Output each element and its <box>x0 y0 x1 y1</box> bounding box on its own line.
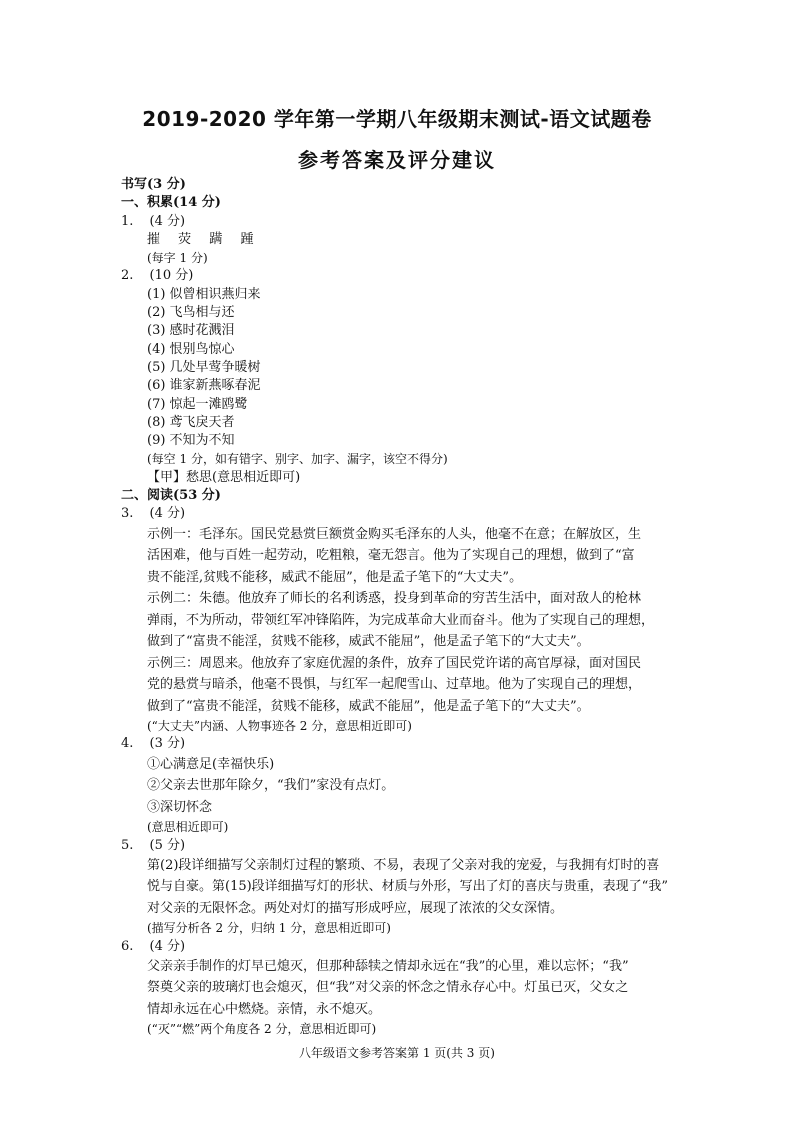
q6-header <box>121 938 681 956</box>
q2-note: (每空 1 分，如有错字、别字、加字、漏字，该空不得分) <box>147 452 448 467</box>
q4-header <box>121 735 681 753</box>
q1-word: 荧 <box>178 231 192 247</box>
q5-header <box>121 837 681 855</box>
q6-body <box>121 956 681 1021</box>
q5-note: (描写分析各 2 分，归纳 1 分，意思相近即可) <box>147 921 391 936</box>
q4-line: ①心满意足(幸福快乐) <box>147 756 275 772</box>
q6-line: 祭奠父亲的玻璃灯也会熄灭，但“我”对父亲的怀念之情永存心中。灯虽已灭，父女之 <box>147 980 629 996</box>
q3-header <box>121 505 681 523</box>
q5-number: 5. <box>121 837 134 853</box>
q3-line: 示例二：朱德。他放弃了师长的名利诱惑，投身到革命的穷苦生活中，面对敌人的枪林 <box>147 591 642 607</box>
q1-word: 踵 <box>240 231 254 247</box>
q2-answer: (4) 恨别鸟惊心 <box>147 341 235 357</box>
q2-answer: (2) 飞鸟相与还 <box>147 305 235 321</box>
q6-line: 父亲亲手制作的灯早已熄灭，但那种舔犊之情却永远在“我”的心里，难以忘怀；“我” <box>147 958 629 974</box>
q5-line: 悦与自豪。第(15)段详细描写灯的形状、材质与外形，写出了灯的喜庆与贵重，表现了“我” <box>147 879 668 895</box>
q4-line: ②父亲去世那年除夕，“我们”家没有点灯。 <box>147 778 395 794</box>
q3-score: (4 分) <box>149 506 186 522</box>
q3-line: 贵不能淫,贫贱不能移，威武不能屈”，他是孟子笔下的“大丈夫”。 <box>147 569 523 585</box>
q1-header <box>121 213 681 231</box>
q4-line: ③深切怀念 <box>147 799 213 815</box>
exam-title: 2019-2020 学年第一学期八年级期末测试-语文试题卷 <box>142 107 652 131</box>
q2-answer: (7) 惊起一滩鸥鹭 <box>147 396 248 412</box>
q1-score: (4 分) <box>149 213 186 229</box>
q6-score: (4 分) <box>149 938 186 954</box>
q3-line: 弹雨，不为所动，带领红军冲锋陷阵，为完成革命大业而奋斗。他为了实现自己的理想， <box>147 612 655 628</box>
q2-header <box>121 267 681 285</box>
q3-body <box>121 524 681 718</box>
q5-score: (5 分) <box>149 837 186 853</box>
answer-subtitle: 参考答案及评分建议 <box>298 148 496 172</box>
section-reading-heading: 二、阅读(53 分) <box>121 488 221 504</box>
q3-line: 党的悬赏与暗杀，他毫不畏惧，与红军一起爬雪山、过草地。他为了实现自己的理想， <box>147 677 642 693</box>
q3-line: 活困难，他与百姓一起劳动，吃粗粮，毫无怨言。他为了实现自己的理想，做到了“富 <box>147 548 635 564</box>
q3-line: 做到了“富贵不能淫，贫贱不能移，威武不能屈”，他是孟子笔下的“大丈夫”。 <box>147 698 590 714</box>
q6-note: (“灭”“燃”两个角度各 2 分，意思相近即可) <box>147 1022 377 1037</box>
q3-line: 做到了“富贵不能淫，贫贱不能移，威武不能屈”，他是孟子笔下的“大丈夫”。 <box>147 634 590 650</box>
q2-extra: 【甲】愁思(意思相近即可) <box>147 469 301 485</box>
q3-number: 3. <box>121 506 134 522</box>
q2-number: 2. <box>121 268 134 284</box>
q2-answer: (1) 似曾相识燕归来 <box>147 286 261 302</box>
q3-note: (“大丈夫”内涵、人物事迹各 2 分，意思相近即可) <box>147 719 412 734</box>
q5-line: 第(2)段详细描写父亲制灯过程的繁琐、不易，表现了父亲对我的宠爱，与我拥有灯时的喜 <box>147 857 660 873</box>
q4-body <box>121 754 681 819</box>
q3-line: 示例一：毛泽东。国民党悬赏巨额赏金购买毛泽东的人头，他毫不在意；在解放区，生 <box>147 526 642 542</box>
q6-number: 6. <box>121 938 134 954</box>
q2-answer: (5) 几处早莺争暖树 <box>147 359 261 375</box>
section-accumulation-heading: 一、积累(14 分) <box>121 195 221 211</box>
q6-line: 情却永远在心中燃烧。亲情，永不熄灭。 <box>147 1001 382 1017</box>
q5-body <box>121 855 681 920</box>
q1-note: (每字 1 分) <box>147 251 208 266</box>
q2-answer: (6) 谁家新燕啄春泥 <box>147 378 261 394</box>
q1-number: 1. <box>121 213 134 229</box>
q2-answer: (3) 感时花溅泪 <box>147 323 235 339</box>
q4-score: (3 分) <box>149 736 186 752</box>
q2-score: (10 分) <box>149 268 194 284</box>
q5-line: 对父亲的无限怀念。两处对灯的描写形成呼应，展现了浓浓的父女深情。 <box>147 900 564 916</box>
q2-answer: (8) 鸢飞戾天者 <box>147 414 235 430</box>
q1-words <box>121 231 681 249</box>
q4-note: (意思相近即可) <box>147 820 229 835</box>
q1-word: 摧 <box>147 231 161 247</box>
answer-content <box>121 176 681 1039</box>
writing-heading: 书写(3 分) <box>121 177 186 192</box>
q1-word: 蹒 <box>209 231 223 247</box>
q3-line: 示例三：周恩来。他放弃了家庭优渥的条件，放弃了国民党许诺的高官厚禄，面对国民 <box>147 655 642 671</box>
q4-number: 4. <box>121 736 134 752</box>
page-footer: 八年级语文参考答案第 1 页(共 3 页) <box>299 1046 495 1060</box>
q2-answer: (9) 不知为不知 <box>147 433 235 449</box>
